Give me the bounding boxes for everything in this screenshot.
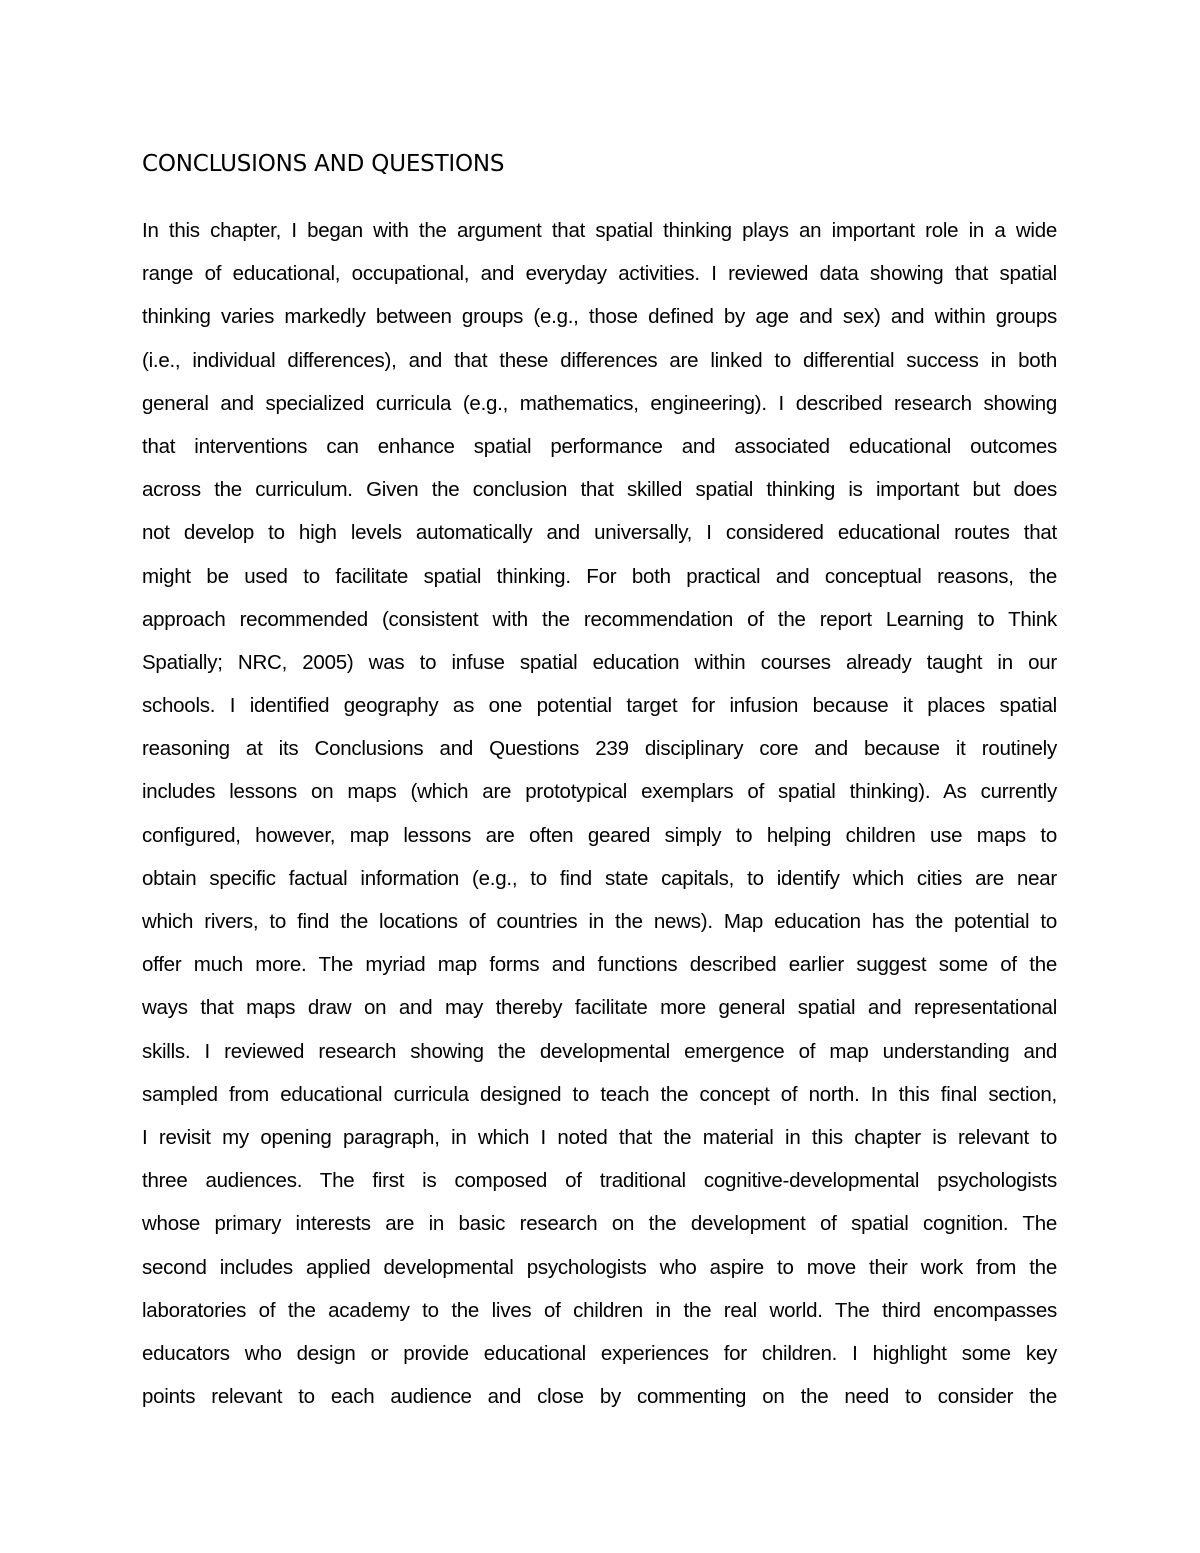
body-line: sampled from educational curricula designed to teach the concept of north. In this final section, xyxy=(142,1082,1057,1106)
body-line: configured, however, map lessons are often geared simply to helping children use maps to xyxy=(142,823,1057,847)
body-line: second includes applied developmental psychologists who aspire to move their work from the xyxy=(142,1255,1057,1279)
body-line: three audiences. The first is composed of traditional cognitive-developmental psychologists xyxy=(142,1169,1057,1193)
body-line: offer much more. The myriad map forms and functions described earlier suggest some of the xyxy=(142,953,1057,977)
section-heading: CONCLUSIONS AND QUESTIONS xyxy=(142,151,505,177)
body-paragraph xyxy=(142,213,1057,1422)
body-line: whose primary interests are in basic research on the development of spatial cognition. The xyxy=(142,1212,1057,1236)
body-line: I revisit my opening paragraph, in which I noted that the material in this chapter is relevant to xyxy=(142,1125,1057,1149)
body-line: reasoning at its Conclusions and Questions 239 disciplinary core and because it routinely xyxy=(142,737,1057,761)
body-line: skills. I reviewed research showing the developmental emergence of map understanding and xyxy=(142,1039,1057,1063)
body-line: that interventions can enhance spatial performance and associated educational outcomes xyxy=(142,434,1057,458)
body-line: range of educational, occupational, and everyday activities. I reviewed data showing that spatial xyxy=(142,262,1057,286)
body-line: points relevant to each audience and close by commenting on the need to consider the xyxy=(142,1385,1057,1409)
body-line: includes lessons on maps (which are prototypical exemplars of spatial thinking). As currently xyxy=(142,780,1057,804)
body-line: general and specialized curricula (e.g., mathematics, engineering). I described research showing xyxy=(142,391,1057,415)
body-line: obtain specific factual information (e.g., to find state capitals, to identify which cities are near xyxy=(142,866,1057,890)
body-line: thinking varies markedly between groups (e.g., those defined by age and sex) and within groups xyxy=(142,305,1057,329)
body-line: ways that maps draw on and may thereby facilitate more general spatial and representational xyxy=(142,996,1057,1020)
body-line: In this chapter, I began with the argument that spatial thinking plays an important role in a wide xyxy=(142,219,1057,242)
body-line: educators who design or provide educational experiences for children. I highlight some key xyxy=(142,1341,1057,1365)
body-line: (i.e., individual differences), and that these differences are linked to differential success in both xyxy=(142,348,1057,372)
body-line: across the curriculum. Given the conclusion that skilled spatial thinking is important but does xyxy=(142,478,1057,502)
body-line: approach recommended (consistent with the recommendation of the report Learning to Think xyxy=(142,607,1057,631)
body-line: laboratories of the academy to the lives of children in the real world. The third encompasses xyxy=(142,1298,1057,1322)
body-line: not develop to high levels automatically and universally, I considered educational routes that xyxy=(142,521,1057,545)
body-line: Spatially; NRC, 2005) was to infuse spatial education within courses already taught in our xyxy=(142,650,1057,674)
body-line: might be used to facilitate spatial thinking. For both practical and conceptual reasons, the xyxy=(142,564,1057,588)
body-line: schools. I identified geography as one potential target for infusion because it places spatial xyxy=(142,694,1057,718)
body-line: which rivers, to find the locations of countries in the news). Map education has the potential to xyxy=(142,910,1057,933)
